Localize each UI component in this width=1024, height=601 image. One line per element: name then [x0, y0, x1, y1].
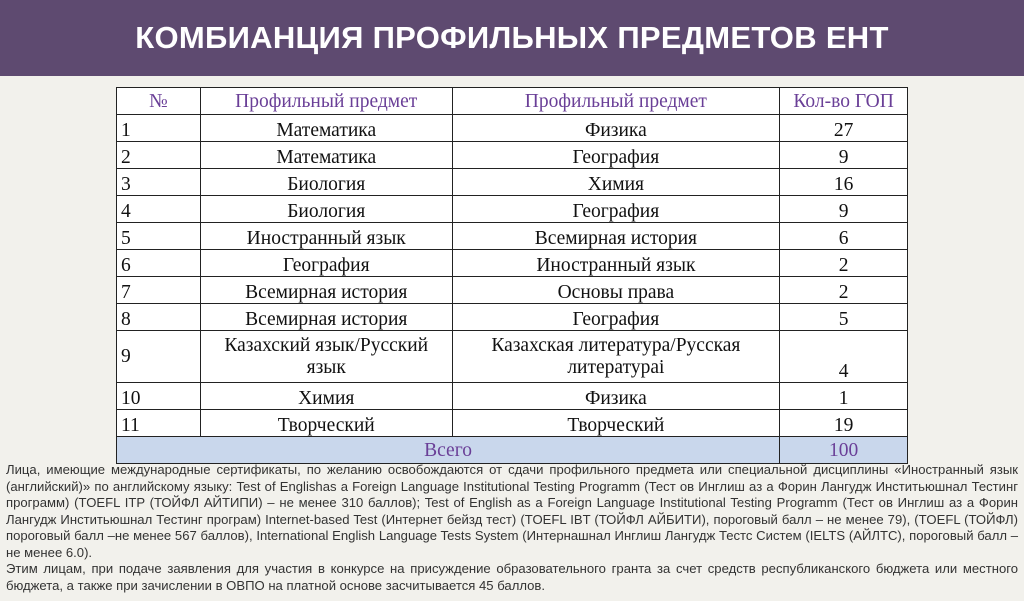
row-subject-2: География — [452, 304, 780, 331]
row-subject-1: Всемирная история — [200, 277, 452, 304]
row-number: 9 — [117, 331, 201, 383]
row-count: 2 — [780, 250, 908, 277]
row-count: 9 — [780, 196, 908, 223]
row-subject-1: География — [200, 250, 452, 277]
table-row — [117, 142, 908, 169]
row-count: 27 — [780, 115, 908, 142]
row-number: 11 — [117, 410, 201, 437]
row-subject-2: Химия — [452, 169, 780, 196]
note-paragraph: Этим лицам, при подаче заявления для участия в конкурсе на присуждение образовательного гранта за счет средств республиканского бюджета или местного бюджета, а также при зачислении в ОВПО на платной основе засчитывается 45 баллов. — [6, 561, 1018, 593]
table-row — [117, 304, 908, 331]
row-subject-2: Иностранный язык — [452, 250, 780, 277]
table-row — [117, 277, 908, 304]
row-subject-1: Математика — [200, 142, 452, 169]
table-row — [117, 331, 908, 383]
header-subject-1: Профильный предмет — [200, 88, 452, 115]
row-number: 1 — [117, 115, 201, 142]
row-count: 9 — [780, 142, 908, 169]
row-count: 16 — [780, 169, 908, 196]
row-subject-1: Биология — [200, 169, 452, 196]
certificate-note — [6, 462, 1018, 594]
row-count: 5 — [780, 304, 908, 331]
header-subject-2: Профильный предмет — [452, 88, 780, 115]
total-row — [117, 437, 908, 464]
row-count: 19 — [780, 410, 908, 437]
table-row — [117, 196, 908, 223]
row-number: 10 — [117, 383, 201, 410]
row-subject-2: География — [452, 196, 780, 223]
total-value: 100 — [780, 437, 908, 464]
row-subject-2: География — [452, 142, 780, 169]
row-subject-1: Химия — [200, 383, 452, 410]
row-count: 6 — [780, 223, 908, 250]
row-subject-2: Физика — [452, 383, 780, 410]
header-number: № — [117, 88, 201, 115]
row-count: 4 — [780, 331, 908, 383]
table-row — [117, 223, 908, 250]
row-number: 7 — [117, 277, 201, 304]
row-subject-1: Всемирная история — [200, 304, 452, 331]
row-subject-2: Основы права — [452, 277, 780, 304]
row-number: 6 — [117, 250, 201, 277]
table-row — [117, 383, 908, 410]
row-number: 5 — [117, 223, 201, 250]
row-subject-2: Творческий — [452, 410, 780, 437]
table-header-row — [117, 88, 908, 115]
row-subject-1: Казахский язык/Русский язык — [200, 331, 452, 383]
table-row — [117, 250, 908, 277]
row-count: 1 — [780, 383, 908, 410]
slide-title: КОМБИАНЦИЯ ПРОФИЛЬНЫХ ПРЕДМЕТОВ ЕНТ — [0, 0, 1024, 76]
row-count: 2 — [780, 277, 908, 304]
row-number: 2 — [117, 142, 201, 169]
row-subject-2: Физика — [452, 115, 780, 142]
subjects-table — [116, 87, 908, 464]
row-subject-2: Всемирная история — [452, 223, 780, 250]
row-subject-2: Казахская литература/Русская литературaі — [452, 331, 780, 383]
row-subject-1: Биология — [200, 196, 452, 223]
total-label: Всего — [117, 437, 780, 464]
table-row — [117, 115, 908, 142]
row-number: 8 — [117, 304, 201, 331]
note-paragraph: Лица, имеющие международные сертификаты, по желанию освобождаются от сдачи профильного предмета или специальной дисциплины «Иностранный язык (английский)» по английскому языку: Test of Englishas a Foreign Language Institutional Testing Programm (Тест ов Инглиш аз а Форин Лангудж Инститьюшнал Тестинг программ) (TOEFL ITP (ТОЙФЛ АЙТИПИ) – не менее 310 баллов); Test of English as a Foreign Language Institutional Testing Programm (Тест ов Инглиш аз а Форин Лангудж Инститьюшнал Тестинг програм) Internet-based Test (Интернет бейзд тест) (TOEFL IBT (ТОЙФЛ АЙБИТИ), пороговый балл – не менее 79), (TOEFL (ТОЙФЛ) пороговый балл –не менее 567 баллов), International English Language Tests System (Интернашнал Инглиш Лангудж Тестс Систем (IELTS (АЙЛТС), пороговый балл – не менее 6.0). — [6, 462, 1018, 560]
table-row — [117, 169, 908, 196]
row-number: 4 — [117, 196, 201, 223]
row-subject-1: Иностранный язык — [200, 223, 452, 250]
table-row — [117, 410, 908, 437]
row-subject-1: Творческий — [200, 410, 452, 437]
header-count: Кол-во ГОП — [780, 88, 908, 115]
row-subject-1: Математика — [200, 115, 452, 142]
row-number: 3 — [117, 169, 201, 196]
